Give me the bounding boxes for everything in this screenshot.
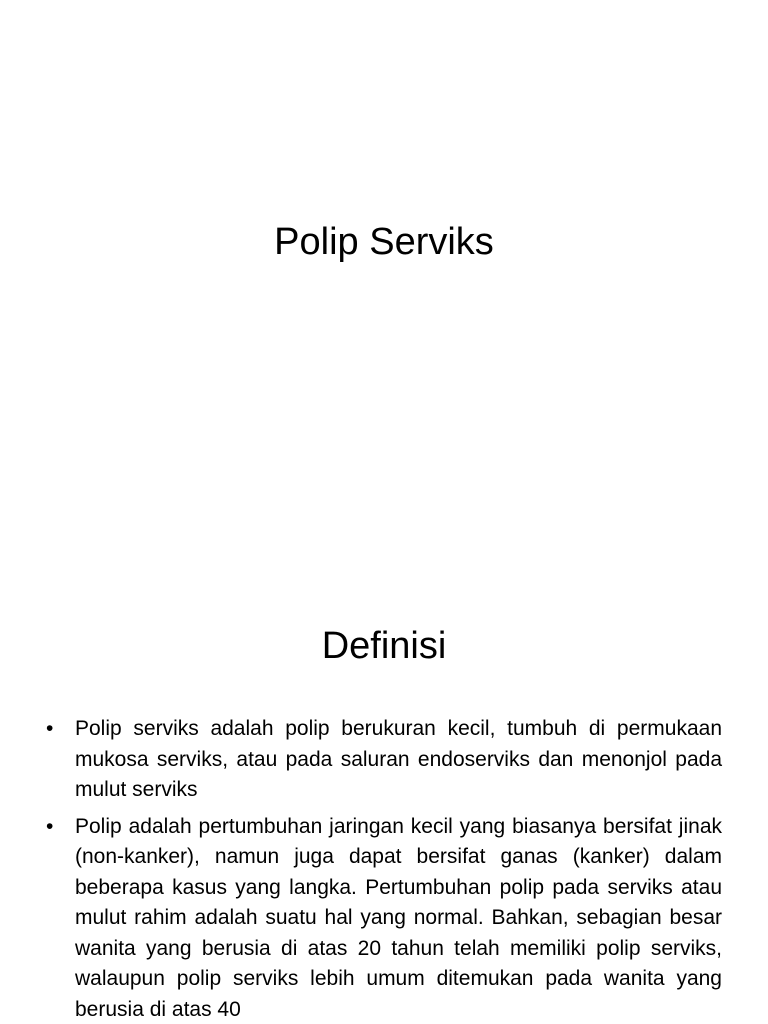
bullet-text: Polip serviks adalah polip berukuran kecil, tumbuh di permukaan mukosa serviks, atau pada saluran endoserviks dan menonjol pada mulut serviks: [75, 717, 722, 801]
bullet-item: [46, 812, 722, 1024]
section-title: Definisi: [321, 625, 447, 667]
bullet-item: [46, 714, 722, 806]
bullet-text: Polip adalah pertumbuhan jaringan kecil yang biasanya bersifat jinak (non-kanker), namun juga dapat bersifat ganas (kanker) dalam beberapa kasus yang langka. Pertumbuhan polip pada serviks atau mulut rahim adalah suatu hal yang normal. Bahkan, sebagian besar wanita yang berusia di atas 20 tahun telah memiliki polip serviks, walaupun polip serviks lebih umum ditemukan pada wanita yang berusia di atas 40: [75, 814, 722, 1021]
bullet-list: [46, 714, 722, 1024]
definition-slide: [0, 576, 768, 1024]
bullet-icon: •: [46, 814, 54, 838]
presentation-title: Polip Serviks: [274, 221, 494, 263]
bullet-icon: •: [46, 717, 54, 740]
